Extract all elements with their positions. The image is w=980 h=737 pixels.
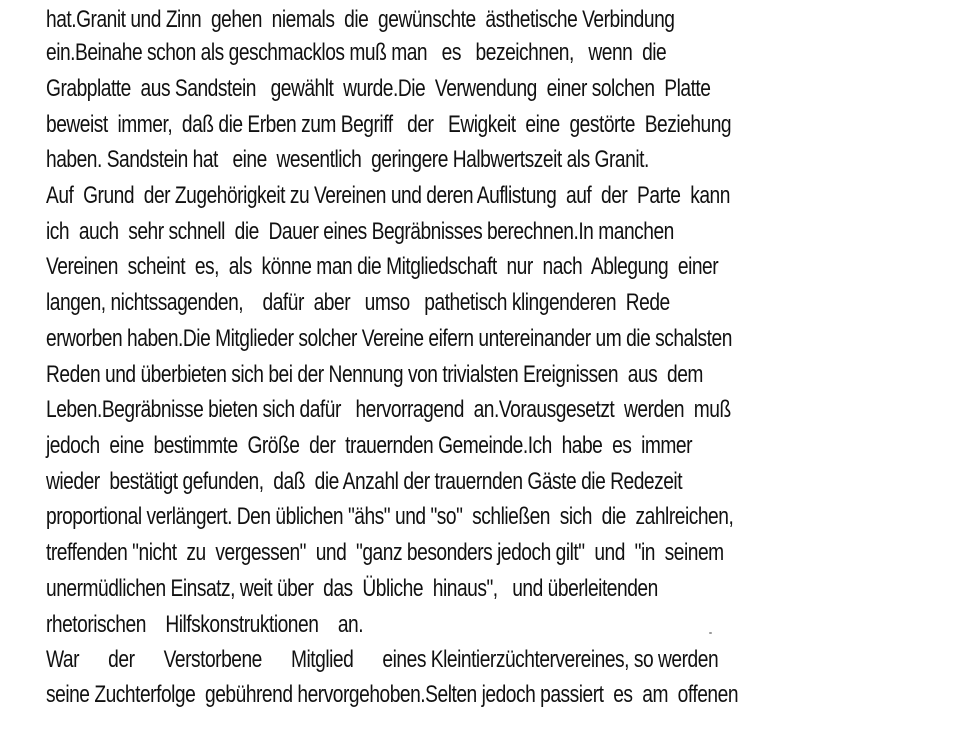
- text-line-11: Reden und überbieten sich bei der Nennung von trivialsten Ereignissen aus dem: [46, 361, 703, 388]
- text-line-20: seine Zuchterfolge gebührend hervorgehoben.Selten jedoch passiert es am offenen: [46, 681, 739, 708]
- text-line-1: hat.Granit und Zinn gehen niemals die gewünschte ästhetische Verbindung: [46, 6, 675, 33]
- text-line-8: Vereinen scheint es, als könne man die Mitgliedschaft nur nach Ablegung einer: [46, 253, 719, 280]
- text-line-2: ein.Beinahe schon als geschmacklos muß man es bezeichnen, wenn die: [46, 39, 667, 66]
- text-line-3: Grabplatte aus Sandstein gewählt wurde.Die Verwendung einer solchen Platte: [46, 75, 711, 102]
- text-line-15: proportional verlängert. Den üblichen "ähs" und "so" schließen sich die zahlreichen,: [46, 503, 734, 530]
- scan-speck: [709, 632, 712, 634]
- text-line-18: rhetorischen Hilfskonstruktionen an.: [46, 611, 364, 638]
- text-line-5: haben. Sandstein hat eine wesentlich geringere Halbwertszeit als Granit.: [46, 146, 649, 173]
- text-line-14: wieder bestätigt gefunden, daß die Anzahl der trauernden Gäste die Redezeit: [46, 468, 683, 495]
- text-line-6: Auf Grund der Zugehörigkeit zu Vereinen und deren Auflistung auf der Parte kann: [46, 182, 730, 209]
- text-line-4: beweist immer, daß die Erben zum Begriff der Ewigkeit eine gestörte Beziehung: [46, 111, 732, 138]
- text-line-7: ich auch sehr schnell die Dauer eines Begräbnisses berechnen.In manchen: [46, 218, 674, 245]
- text-line-9: langen, nichtssagenden, dafür aber umso pathetisch klingenderen Rede: [46, 289, 670, 316]
- text-line-16: treffenden "nicht zu vergessen" und "ganz besonders jedoch gilt" und "in seinem: [46, 539, 724, 566]
- text-line-17: unermüdlichen Einsatz, weit über das Übliche hinaus", und überleitenden: [46, 575, 658, 602]
- text-line-13: jedoch eine bestimmte Größe der trauernden Gemeinde.Ich habe es immer: [46, 432, 693, 459]
- text-line-12: Leben.Begräbnisse bieten sich dafür hervorragend an.Vorausgesetzt werden muß: [46, 396, 731, 423]
- text-line-19: War der Verstorbene Mitglied eines Kleintierzüchtervereines, so werden: [46, 646, 719, 673]
- text-line-10: erworben haben.Die Mitglieder solcher Vereine eifern untereinander um die schalsten: [46, 325, 732, 352]
